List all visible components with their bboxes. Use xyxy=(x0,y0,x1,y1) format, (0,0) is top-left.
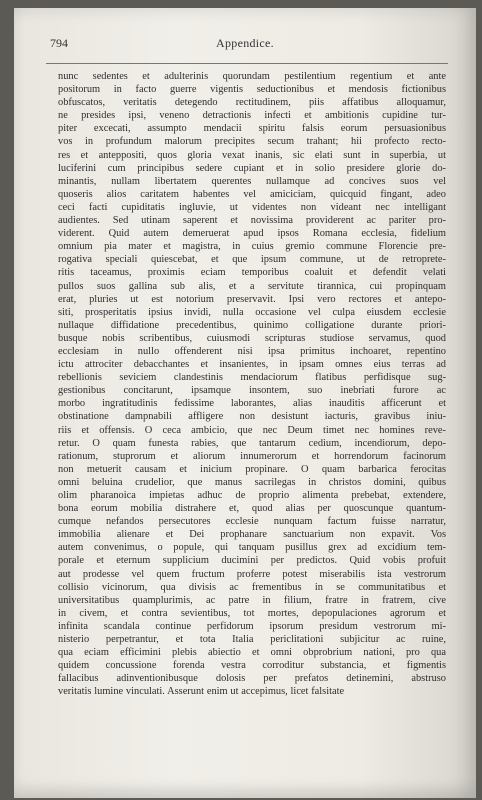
text-line: immobilia alienare et Dei prophanare sanctuarium non expavit. Vos xyxy=(58,529,446,541)
text-line: pullos suos gallina sub alis, et a servitute tirannica, cui propinquam xyxy=(58,280,446,292)
text-line: audientes. Sed utinam saperent et novissima providerent ac pariter pro- xyxy=(58,215,446,227)
text-line: riis et offensis. O ceca ambicio, que nec Deum timet nec homines reve- xyxy=(58,424,446,436)
text-line: nisterio perpetrantur, et tota Italia periclitationi subjicitur ac ruine, xyxy=(58,634,446,646)
text-line: positorum in facto guerre vigentis seductionibus et mendosis fictionibus xyxy=(58,84,446,96)
text-line: qua eciam efficimini plebis abiectio et omni obprobrium nationi, pro qua xyxy=(58,647,446,659)
page-header xyxy=(44,36,446,56)
text-line: porale et eternum supplicium ducimini per predictos. Quid vobis profuit xyxy=(58,555,446,567)
text-line: omni beluina crudelior, que manus sacrilegas in christos domini, quibus xyxy=(58,476,446,488)
header-rule xyxy=(46,63,448,64)
text-line: omnium pia mater et magistra, in cuius gremio commune Florencie pre- xyxy=(58,241,446,253)
text-line: aut prodesse vel quem fructum proferre potest miserabilis ista vestrorum xyxy=(58,568,446,580)
text-line: viderent. Quid autem demeruerat apud ipsos Romana ecclesia, fidelium xyxy=(58,228,446,240)
text-line: res et anteppositi, quos gloria vexat inanis, sic elati sunt in superbia, ut xyxy=(58,149,446,161)
book-page xyxy=(14,8,476,798)
page-number: 794 xyxy=(50,36,68,50)
text-line: rebellionis seviciem clandestinis mendaciorum flatibus perfidisque sug- xyxy=(58,372,446,384)
text-line: piter excecati, assumpto mendacii spiritu falsis eorum persuasionibus xyxy=(58,123,446,135)
text-line: ritis taceamus, proximis eciam temporibus coaluit et defendit velati xyxy=(58,267,446,279)
text-line: busque nobis scribentibus, cuiusmodi scripturas studiose servamus, quod xyxy=(58,332,446,344)
text-line: fallacibus adinventionibusque dolosis per prefatos detinemini, abstruso xyxy=(58,673,446,685)
text-line: ne presides ipsi, veneno detractionis infecti et ambitionis cupidine tur- xyxy=(58,110,446,122)
text-line: siti, prosperitatis ipsius invidi, nulla occasione vel culpa eiusdem ecclesie xyxy=(58,306,446,318)
text-line: nunc sedentes et adulterinis quorundam pestilentium regentium et ante xyxy=(58,71,446,82)
text-line: veritatis lumine vinculati. Asserunt enim ut accepimus, licet falsitate xyxy=(58,686,345,698)
text-line: retur. O quam funesta rabies, que tantarum cedium, incendiorum, depo- xyxy=(58,437,446,449)
text-line: autem convenimus, o popule, qui tanquam pusillus grex ad excidium tem- xyxy=(58,542,446,554)
text-line: ecclesiam in nullo offenderent nisi ipsa primitus inchoaret, repentino xyxy=(58,345,446,357)
text-line: ceci facti cupiditatis ingluvie, ut videntes non videant nec intelligant xyxy=(58,201,446,213)
text-line: collisio vicinorum, qua divisis ac frementibus in se communitatibus et xyxy=(58,581,446,593)
text-line: in civem, et contra sevientibus, tot mortes, depopulaciones agrorum et xyxy=(58,607,446,619)
text-line: obstinatione dampnabili affligere non desistunt iacturis, gravibus iniu- xyxy=(58,411,446,423)
text-line: rogativa speciali quiescebat, et que ipsum commune, ut de retroprete- xyxy=(58,254,446,266)
text-line: olim pharanoica impietas adhuc de proprio alimenta prebebat, extendere, xyxy=(58,490,446,501)
text-line: universitatibus quamplurimis, ac patre in filium, fratre in fratrem, cive xyxy=(58,594,446,606)
text-line: nullaque diffidatione precedentibus, quinimo colligatione durante priori- xyxy=(58,319,446,331)
text-line: cumque nefandos persecutores ecclesie nunquam factum fuisse narratur, xyxy=(58,516,446,528)
text-line: bona eorum mobilia distrahere et, quod alias per quoscunque quantum- xyxy=(58,503,446,515)
text-line: ictu attrociter debacchantes et insanientes, in ipsam omnes eius terras ad xyxy=(58,359,446,371)
text-line: infinita scandala continue perfidorum ipsorum presidum vestrorum mi- xyxy=(58,620,446,632)
text-line: obfuscatos, veritatis detegendo rectitudinem, piis affatibus alloquamur, xyxy=(58,97,446,109)
text-line: minantis, nullam libertatem querentes nullamque ad concives suos vel xyxy=(58,175,446,187)
text-line: non metuerit causam et inicium propinare. O quam barbarica ferocitas xyxy=(58,463,446,475)
text-line: vos in profundum malorum precipites secum trahant; hii profecto recto- xyxy=(58,136,446,148)
text-line: rationum, stuprorum et aliorum innumerorum et horrendorum facinorum xyxy=(58,450,446,462)
body-text xyxy=(58,70,446,699)
text-line: gestionibus concitarunt, ipsamque insontem, suo inebriati furore ac xyxy=(58,385,446,397)
text-line: erat, pluries ut est notorium preservavit. Ipsi vero rectores et antepo- xyxy=(58,293,446,305)
text-line: quidem concussione forenda vestra corroditur substancia, et figmentis xyxy=(58,660,446,672)
text-line: luciferini cum principibus sedere cupiant et in solio presidere glorie do- xyxy=(58,162,446,174)
running-head: Appendice. xyxy=(216,36,274,50)
text-line: morbo ingratitudinis fedissime laborantes, alias inauditis afficerunt et xyxy=(58,398,446,410)
text-line: quoseris alios caritatem habentes vel amiciciam, quicquid fingant, adeo xyxy=(58,188,446,200)
